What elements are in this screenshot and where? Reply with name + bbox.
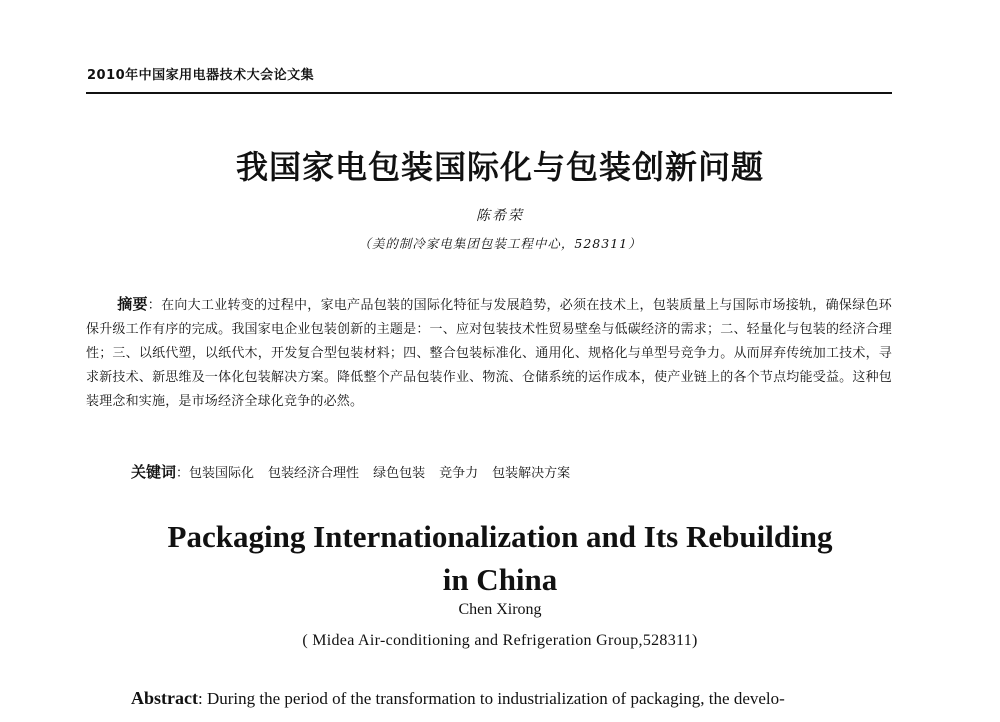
abstract-zh-text: 在向大工业转变的过程中，家电产品包装的国际化特征与发展趋势，必须在技术上，包装质量上与国际市场接轨，确保绿色环保升级工作有序的完成。我国家电企业包装创新的主题是：一、应对包装技术性贸易壁垒与低碳经济的需求；二、轻量化与包装的经济合理性；三、以纸代塑，以纸代木，开发复合型包装材料；四、整合包装标准化、通用化、规格化与单型号竞争力。从而屏弃传统加工技术，寻求新技术、新思维及一体化包装解决方案。降低整个产品包装作业、物流、仓储系统的运作成本，使产业链上的各个节点均能受益。这种包装理念和实施，是市场经济全球化竞争的必然。 xyxy=(86,298,892,409)
keyword-item: 包装解决方案 xyxy=(492,466,571,481)
abstract-zh xyxy=(86,292,892,414)
title-en-line2: in China xyxy=(442,562,558,597)
affiliation-zh: （美的制冷家电集团包装工程中心，528311） xyxy=(358,236,642,251)
author-en: Chen Xirong xyxy=(458,601,542,618)
keyword-item: 绿色包装 xyxy=(373,466,426,481)
abstract-zh-separator: ： xyxy=(147,298,162,313)
keyword-item: 包装国际化 xyxy=(189,466,255,481)
keywords-zh-label: 关键词 xyxy=(131,463,177,481)
abstract-en-separator: : xyxy=(197,689,207,708)
running-header: 2010年中国家用电器技术大会论文集 xyxy=(87,68,315,83)
author-zh: 陈希荣 xyxy=(476,208,524,224)
title-en xyxy=(0,515,1000,601)
keyword-item: 竞争力 xyxy=(439,466,479,481)
header-rule xyxy=(86,92,892,94)
keywords-zh-separator: ： xyxy=(176,466,190,481)
affiliation-en: ( Midea Air-conditioning and Refrigeration Group,528311) xyxy=(302,632,698,649)
keyword-item: 包装经济合理性 xyxy=(268,466,360,481)
title-zh: 我国家电包装国际化与包装创新问题 xyxy=(235,148,764,186)
abstract-en xyxy=(131,688,901,709)
abstract-zh-label: 摘要 xyxy=(117,295,148,313)
title-en-line1: Packaging Internationalization and Its Rebuilding xyxy=(167,519,833,554)
abstract-en-text: During the period of the transformation to industrialization of packaging, the develo- xyxy=(206,689,785,708)
keywords-zh xyxy=(131,461,584,482)
abstract-en-label: Abstract xyxy=(131,688,198,708)
